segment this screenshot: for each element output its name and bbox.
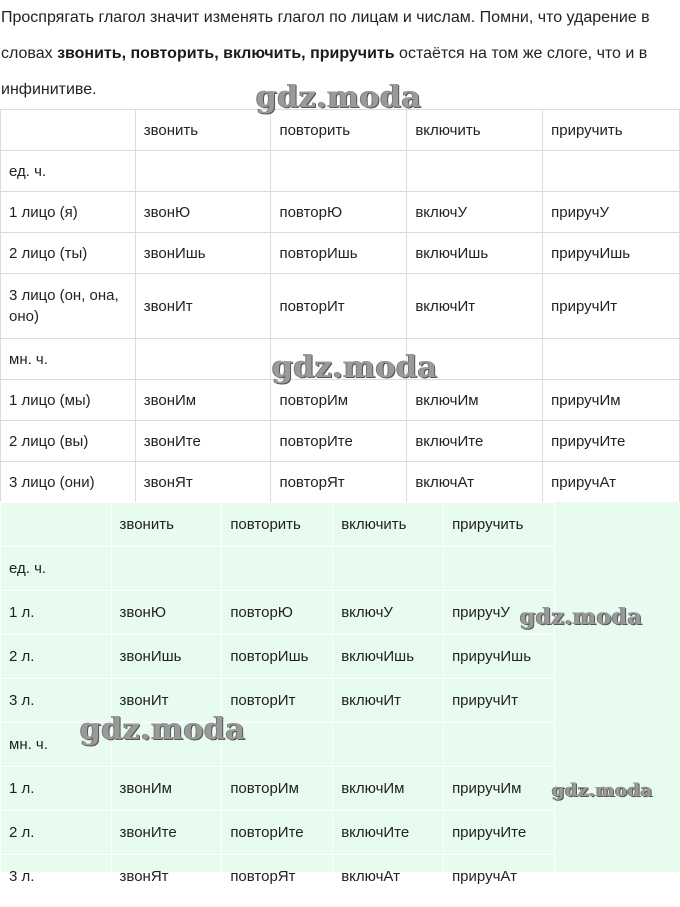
verb-form-cell: приручИм [444,767,555,811]
row-label-cell: 2 л. [1,811,112,855]
row-label-cell: 1 л. [1,767,112,811]
verb-form-cell: приручУ [444,591,555,635]
verb-form-cell [407,339,543,380]
verb-form-cell: звонить [111,503,222,547]
intro-bold-verbs: звонить, повторить, включить, приручить [57,45,395,62]
row-label-cell: 2 лицо (ты) [1,233,136,274]
verb-form-cell [271,339,407,380]
watermark: gdz.moda [520,604,643,630]
table-row [1,233,680,274]
verb-form-cell: звонить [135,110,271,151]
watermark: gdz.moda [256,80,422,115]
table-row [1,767,555,811]
row-label-cell [1,503,112,547]
verb-form-cell [135,339,271,380]
table-row [1,679,555,723]
verb-form-cell: повторить [271,110,407,151]
row-label-cell: 1 лицо (я) [1,192,136,233]
verb-form-cell: приручить [444,503,555,547]
row-label-cell: мн. ч. [1,723,112,767]
row-label-cell: ед. ч. [1,151,136,192]
conjugation-table-full [0,109,680,503]
verb-form-cell: включУ [333,591,444,635]
verb-form-cell: звонЮ [111,591,222,635]
verb-form-cell [111,547,222,591]
verb-form-cell: включИте [333,811,444,855]
verb-form-cell: повторЯт [271,462,407,503]
verb-form-cell: звонИт [111,679,222,723]
verb-form-cell: звонИшь [111,635,222,679]
intro-text-end: остаётся на том же слоге, что и в инфинитиве. [1,45,648,98]
row-label-cell [1,110,136,151]
row-label-cell: 1 л. [1,591,112,635]
verb-form-cell [222,723,333,767]
verb-form-cell: приручИшь [444,635,555,679]
verb-form-cell [333,547,444,591]
verb-form-cell: повторИшь [271,233,407,274]
verb-form-cell: приручУ [543,192,680,233]
table-row [1,192,680,233]
verb-form-cell: приручАт [543,462,680,503]
verb-form-cell: включАт [407,462,543,503]
table-row [1,635,555,679]
verb-form-cell [135,151,271,192]
verb-form-cell: включИте [407,421,543,462]
row-label-cell: 1 лицо (мы) [1,380,136,421]
verb-form-cell: повторить [222,503,333,547]
row-label-cell: 2 л. [1,635,112,679]
verb-form-cell: повторИте [271,421,407,462]
table-row [1,547,555,591]
verb-form-cell: повторЮ [271,192,407,233]
row-label-cell: 2 лицо (вы) [1,421,136,462]
verb-form-cell: приручИт [444,679,555,723]
table-row [1,855,555,899]
verb-form-cell [543,151,680,192]
verb-form-cell: повторЯт [222,855,333,899]
table-row [1,421,680,462]
verb-form-cell: включИм [407,380,543,421]
verb-form-cell: включИшь [407,233,543,274]
watermark: gdz.moda [272,350,438,385]
verb-form-cell: звонИте [135,421,271,462]
verb-form-cell [444,547,555,591]
verb-form-cell: включАт [333,855,444,899]
table-header-row [1,110,680,151]
verb-form-cell: приручАт [444,855,555,899]
verb-form-cell: повторИшь [222,635,333,679]
verb-form-cell: включИм [333,767,444,811]
verb-form-cell: включить [333,503,444,547]
verb-form-cell [407,151,543,192]
intro-text-start: Проспрягать глагол значит изменять глагол по лицам и числам. Помни, что ударение в словах [1,9,650,62]
table-row [1,380,680,421]
verb-form-cell [222,547,333,591]
row-label-cell: мн. ч. [1,339,136,380]
verb-form-cell: приручИм [543,380,680,421]
table-row [1,274,680,339]
verb-form-cell [444,723,555,767]
verb-form-cell: звонИм [135,380,271,421]
row-label-cell: 3 л. [1,679,112,723]
verb-form-cell [543,339,680,380]
verb-form-cell: повторИте [222,811,333,855]
table-row [1,339,680,380]
verb-form-cell: включИшь [333,635,444,679]
verb-form-cell [111,723,222,767]
verb-form-cell: звонИте [111,811,222,855]
row-label-cell: ед. ч. [1,547,112,591]
table-row [1,723,555,767]
row-label-cell: 3 лицо (он, она, оно) [1,274,136,339]
table-row [1,462,680,503]
watermark: gdz.moda [80,712,246,747]
verb-form-cell: повторЮ [222,591,333,635]
verb-form-cell: звонЮ [135,192,271,233]
verb-form-cell: приручИшь [543,233,680,274]
verb-form-cell: приручИте [543,421,680,462]
verb-form-cell: повторИт [271,274,407,339]
watermark: gdz.moda [552,780,653,801]
verb-form-cell: звонЯт [135,462,271,503]
verb-form-cell [333,723,444,767]
row-label-cell: 3 л. [1,855,112,899]
verb-form-cell: звонИм [111,767,222,811]
verb-form-cell: включУ [407,192,543,233]
verb-form-cell: звонИшь [135,233,271,274]
row-label-cell: 3 лицо (они) [1,462,136,503]
verb-form-cell: повторИм [271,380,407,421]
table-row [1,591,555,635]
table-row [1,811,555,855]
verb-form-cell: звонИт [135,274,271,339]
conjugation-table-short [0,502,555,899]
verb-form-cell: приручИт [543,274,680,339]
verb-form-cell: включить [407,110,543,151]
verb-form-cell: включИт [333,679,444,723]
verb-form-cell: повторИм [222,767,333,811]
table-row [1,151,680,192]
verb-form-cell: приручить [543,110,680,151]
verb-form-cell: звонЯт [111,855,222,899]
intro-paragraph [1,0,677,108]
conjugation-table-short-panel [0,502,680,885]
verb-form-cell: повторИт [222,679,333,723]
verb-form-cell [271,151,407,192]
verb-form-cell: приручИте [444,811,555,855]
table-header-row [1,503,555,547]
verb-form-cell: включИт [407,274,543,339]
